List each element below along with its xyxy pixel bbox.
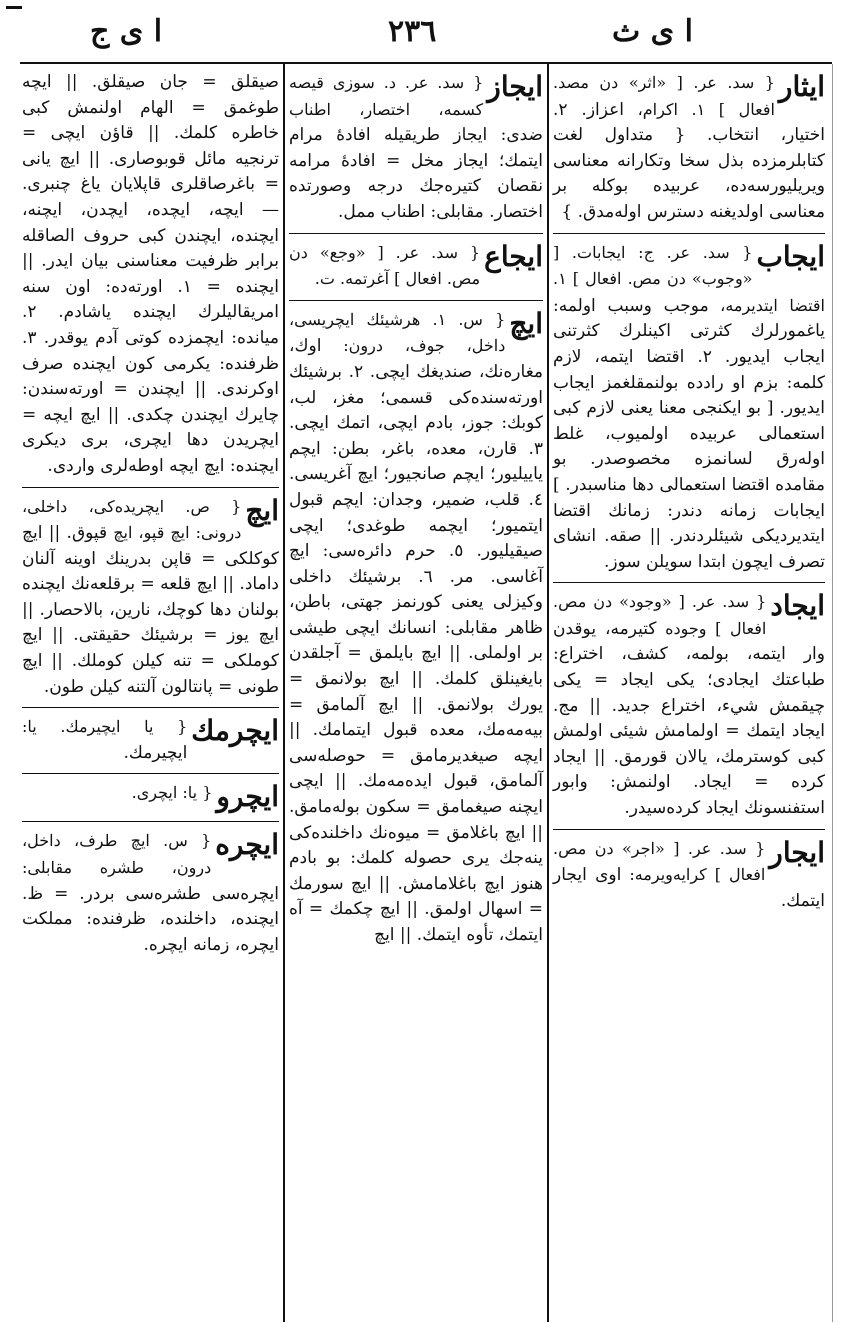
dictionary-entry <box>553 70 825 226</box>
dictionary-entry <box>22 780 279 814</box>
entry-grammar-note: { سد. عر. [ «اجر» دن مص. افعال ] كرايه‌ويرمه: <box>553 838 766 885</box>
entry-grammar-note: { س. ايچ طرف، داخل، درون، طشره مقابلى: <box>22 831 212 878</box>
entry-definition: اوك، مغاره‌نك، صنديغك ايچى. ٢. برشيئك اورته‌سنده‌كى قسمى؛ مغز، لب، كوبك: جوز، بادم ايچى، اتمك ايچى. ٣. قارن، معده، باغر، بطن: ايچم ياييليور؛ ايچم صانجيور؛ ايچ آغريسى. ٤. قلب، ضمير، وجدان: ايچم قبول ايتميور؛ ايچمه طوغدى؛ ايچى صيقيليور. ٥. حرم دائره‌سى: ايچ آغاسى. مر. ٦. برشيئك داخلى وكيزلى يعنى كورنمز جهتى، باطن، ظاهر مقابلى: انسانك ايچى طيشى بر اولملى. || ايچ بايلمق = آجلقدن بايغينلق كلمك. || ايچ بولانمق = يورك بولانمق. || ايچ آلمامق = بيه‌مه‌مك، معده قبول ايتمامك. || ايچه صيغديرمامق = حوصله‌سى آلمامق، قبول ايده‌مه‌مك. || ايچى ايچنه صيغمامق = سكون بوله‌مامق. || ايچ باغلامق = ميوه‌نك داخلنده‌كى ينه‌جك يرى حصوله كلمك: بو بادم هنوز ايچ باغلامامش. || ايچ سورمك = اسهال اولمق. || ايچ چكمك = آه ايتمك، تأوه ايتمك. || ايچ <box>289 336 543 945</box>
entry-definition: قپوق. || ايچ كوكلكى = قاپن بدرينك اوينه آلنان داماد. || ايچ قلعه = برقلعه‌نك ايچنده بولنان دها كوچك، نارين، بالاحصار. || ايچ يوز = برشيئك حقيقتى. || ايچ كوملكى = تنه كيلن كوملك. || ايچ طونى = پانتالون آلتنه كيلن طون. <box>22 523 279 697</box>
entry-definition: اعزاز. ٢. اختيار، انتخاب. { متداول لغت كتابلرمزده بذل سخا وتكارانه معناسى ويريليورسه‌ده، عربيده بوكله بر معناسى اولديغنه دسترس اوله‌مدق. } <box>553 99 825 222</box>
entry-headword: ايجار <box>769 835 825 869</box>
entry-definition: ضدى: ايجاز طريقيله افادهٔ مرام ايتمك؛ ايجاز مخل = افادهٔ مرامه نقصان كتيره‌جك درجه وصورتده اختصار. مقابلى: اطناب ممل. <box>289 125 543 222</box>
entry-headword: ايچ <box>509 306 543 340</box>
entry-definition: اوى ايجار ايتمك. <box>553 865 825 911</box>
entry-headword: ايجاز <box>487 70 543 103</box>
entry-definition: ايچيرمك. <box>123 742 188 763</box>
header-rule <box>20 62 832 64</box>
entry-separator <box>553 233 825 234</box>
dictionary-entry <box>22 70 279 480</box>
entry-grammar-note: { سد. عر. [ «وجود» دن مص. افعال ] وجوده <box>553 592 767 638</box>
entry-separator <box>289 300 543 301</box>
entry-grammar-note: { سد. عر. [ «وجع» دن مص. افعال ] آغرتمه. ت. <box>289 242 481 289</box>
entry-headword: ايجاد <box>770 589 825 623</box>
dictionary-entry <box>22 828 279 958</box>
entry-headword: ايجاع <box>484 239 543 273</box>
column-left <box>22 70 279 965</box>
entry-separator <box>22 821 279 822</box>
entry-headword: ايثار <box>778 70 825 103</box>
entry-separator <box>22 487 279 488</box>
header-right-letters: ا ى ث <box>612 14 693 49</box>
dictionary-entry <box>289 240 543 293</box>
dictionary-entry <box>553 240 825 576</box>
entry-separator <box>553 829 825 830</box>
column-right <box>553 70 825 921</box>
dictionary-entry <box>553 589 825 821</box>
entry-grammar-note: { ص. ايچريده‌كى، داخلى، درونى: ايچ قپو، ايچ <box>22 496 242 543</box>
entry-headword: ايچ <box>245 493 279 527</box>
entry-grammar-note: { س. ١. هرشيئك ايچريسى، داخل، جوف، درون: <box>289 309 506 356</box>
column-center <box>289 70 543 956</box>
column-divider-right <box>547 64 549 1322</box>
page-header <box>0 0 850 62</box>
entry-headword: ايچرو <box>216 780 279 814</box>
entry-headword: ايچره <box>215 828 279 862</box>
entry-separator <box>22 707 279 708</box>
dictionary-entry <box>22 494 279 701</box>
page-edge-line <box>832 64 833 1322</box>
dictionary-entry <box>289 70 543 226</box>
entry-definition: ايچره‌سى طشره‌سى بردر. = ظ. ايچنده، داخلنده، ظرفنده: مملكت ايچره، زمانه ايچره. <box>22 883 279 955</box>
entry-grammar-note: { سد. عر. د. سوزى قيصه كسمه، اختصار، اطناب <box>289 73 484 119</box>
dictionary-entry <box>289 307 543 949</box>
header-left-letters: ا ى ج <box>90 14 163 49</box>
dictionary-entry <box>553 836 825 915</box>
dictionary-entry <box>22 714 279 766</box>
entry-definition: كتيرمه، يوقدن وار ايتمه، بولمه، كشف، اختراع: طباعتك ايجادى؛ يكى ايجاد = يكى چيقمش شيء، اختراع جديد. || مج. ايجاد ايتمك = اولمامش شيئى اولمش كبى كوسترمك، يالان قورمق. || ايجاد كرده = ايجاد. اولنمش: وابور استفنسونك ايجاد كرده‌سيدر. <box>553 618 825 819</box>
column-divider-left <box>283 64 285 1322</box>
entry-separator <box>553 582 825 583</box>
entry-grammar-note: { يا: ايچرى. <box>131 783 213 803</box>
entry-definition: موجب وسبب اولمه: ياغمورلرك كثرتى اكينلرك كثرتنى ايجاب ايديور. ٢. اقتضا ايتمه، لازم كلمه: بزم او رادده بولنمقلغمز ايجاب ايديور. [ بو ايكنجى معنا يعنى لازم كبى استعمالى عربيده اولميوب، غلط اوله‌رق لسانمزه مخصوصدر. بو مقامده اقتضا استعمالى دها مناسبدر. ] ايجابات زمانه دندر: زمانك اقتضا ايتديرديكى شيئلردندر. || صقه. انشاى تصرف ايچون ابتدا سويلن سوز. <box>553 295 825 572</box>
entry-separator <box>22 773 279 774</box>
entry-grammar-note: { سد. عر. [ «اثر» دن مصد. افعال ] ١. اکرام، <box>553 73 775 119</box>
entry-headword: ايجاب <box>756 239 825 273</box>
entry-definition: صيقلق = جان صيقلق. || ايچه طوغمق = الهام اولنمش كبى خاطره كلمك. || قاؤن ايچى = ترنجيه مائل قوبوصارى. || ايچ يانى = باغرصاقلرى قاپلايان ياغ چنبرى. — ايچه، ايچده، ايچدن، ايچنه، ايچنده، ايچندن كبى حروف الصاقله برابر ظرفيت معناسنى بيان ايدر. || ايچنده = ١. اورته‌ده: اون سنه امريقاليلرك ايچنده ياشادم. ٢. ميانده: ايچمزده كوتى آدم يوقدر. ٣. ظرفنده: يكرمى كون ايچنده صرف اوكرندى. || ايچندن = اورته‌سندن: چايرك ايچندن چكدى. || ايچ ايچه = ايچريدن دها ايچرى، برى ديكرى ايچنده: ايچ ايچه اوطه‌لرى واردى. <box>22 72 279 476</box>
page-number: ٢٣٦ <box>388 14 437 49</box>
entry-headword: ايچرمك <box>191 714 279 748</box>
entry-grammar-note: { سد. عر. ج: ايجابات. [ «وجوب» دن مص. افعال ] ١. اقتضا ايتديرمه، <box>553 242 825 315</box>
entry-separator <box>289 233 543 234</box>
entry-grammar-note: { يا ايچيرمك. يا: <box>22 717 188 737</box>
